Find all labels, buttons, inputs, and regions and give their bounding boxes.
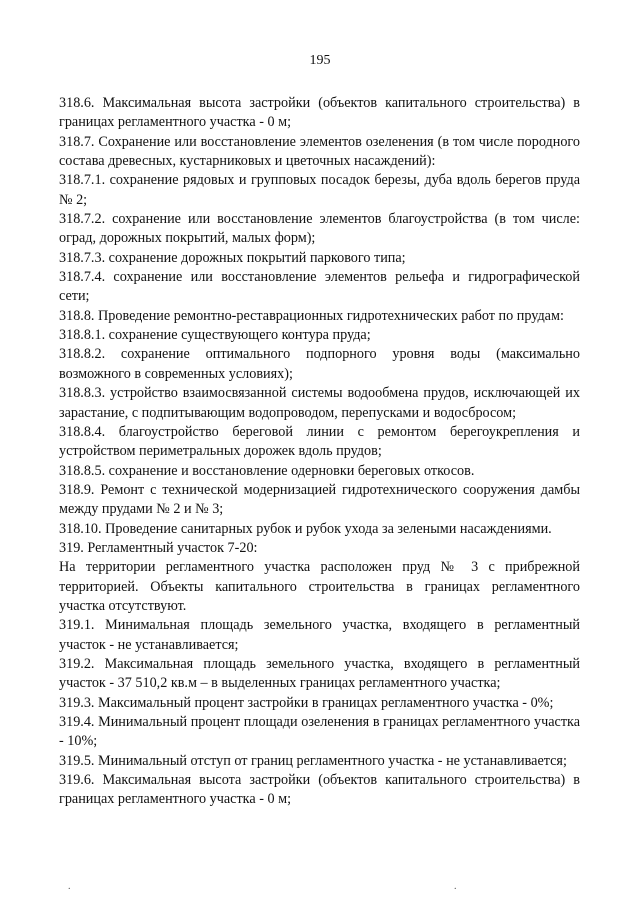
scan-speck: .: [454, 881, 457, 892]
paragraph-319-2: 319.2. Максимальная площадь земельного участка, входящего в регламентный участок - 37 510,2 кв.м – в выделенных границах регламентного участка;: [59, 655, 580, 692]
paragraph-318-8-3: 318.8.3. устройство взаимосвязанной системы водообмена прудов, исключающей их зарастание, с подпитывающим водопроводом, перепусками и водосбросом;: [59, 385, 580, 421]
document-body: [59, 94, 580, 810]
paragraph-319-6: 319.6. Максимальная высота застройки (объектов капитального строительства) в границах регламентного участка - 0 м;: [59, 772, 580, 808]
paragraph-318-9: 318.9. Ремонт с технической модернизацией гидротехнического сооружения дамбы между прудами № 2 и № 3;: [59, 481, 580, 518]
paragraph-318-8-4: 318.8.4. благоустройство береговой линии с ремонтом берегоукрепления и устройством периметральных дорожек вдоль прудов;: [59, 423, 580, 460]
paragraph-318-8: 318.8. Проведение ремонтно-реставрационных гидротехнических работ по прудам:: [59, 307, 564, 324]
paragraph-318-7-4: 318.7.4. сохранение или восстановление элементов рельефа и гидрографической сети;: [59, 269, 580, 305]
paragraph-318-8-5: 318.8.5. сохранение и восстановление одерновки береговых откосов.: [59, 462, 475, 479]
paragraph-318-8-1: 318.8.1. сохранение существующего контура пруда;: [59, 327, 371, 344]
paragraph-319-3: 319.3. Максимальный процент застройки в границах регламентного участка - 0%;: [59, 694, 554, 711]
section-heading-319: 319. Регламентный участок 7-20:: [59, 539, 258, 556]
paragraph-318-7: 318.7. Сохранение или восстановление элементов озеленения (в том числе породного состава древесных, кустарниковых и цветочных насаждений):: [59, 133, 580, 170]
paragraph-319-5: 319.5. Минимальный отступ от границ регламентного участка - не устанавливается;: [59, 752, 567, 769]
paragraph-318-7-3: 318.7.3. сохранение дорожных покрытий паркового типа;: [59, 249, 406, 266]
paragraph-319-intro: На территории регламентного участка расположен пруд № 3 с прибрежной территорией. Объекты капитального строительства в границах регламентного участка отсутствуют.: [59, 559, 580, 614]
paragraph-318-10: 318.10. Проведение санитарных рубок и рубок ухода за зелеными насаждениями.: [59, 520, 552, 537]
paragraph-318-7-2: 318.7.2. сохранение или восстановление элементов благоустройства (в том числе: оград, дорожных покрытий, малых форм);: [59, 211, 580, 247]
paragraph-319-1: 319.1. Минимальная площадь земельного участка, входящего в регламентный участок - не устанавливается;: [59, 617, 580, 653]
paragraph-319-4: 319.4. Минимальный процент площади озеленения в границах регламентного участка - 10%;: [59, 714, 580, 750]
paragraph-318-6: 318.6. Максимальная высота застройки (объектов капитального строительства) в границах регламентного участка - 0 м;: [59, 95, 580, 131]
paragraph-318-8-2: 318.8.2. сохранение оптимального подпорного уровня воды (максимально возможного в современных условиях);: [59, 346, 580, 382]
scan-speck: .: [68, 881, 71, 892]
paragraph-318-7-1: 318.7.1. сохранение рядовых и групповых посадок березы, дуба вдоль берегов пруда № 2;: [59, 172, 580, 208]
page-number: 195: [309, 53, 331, 68]
